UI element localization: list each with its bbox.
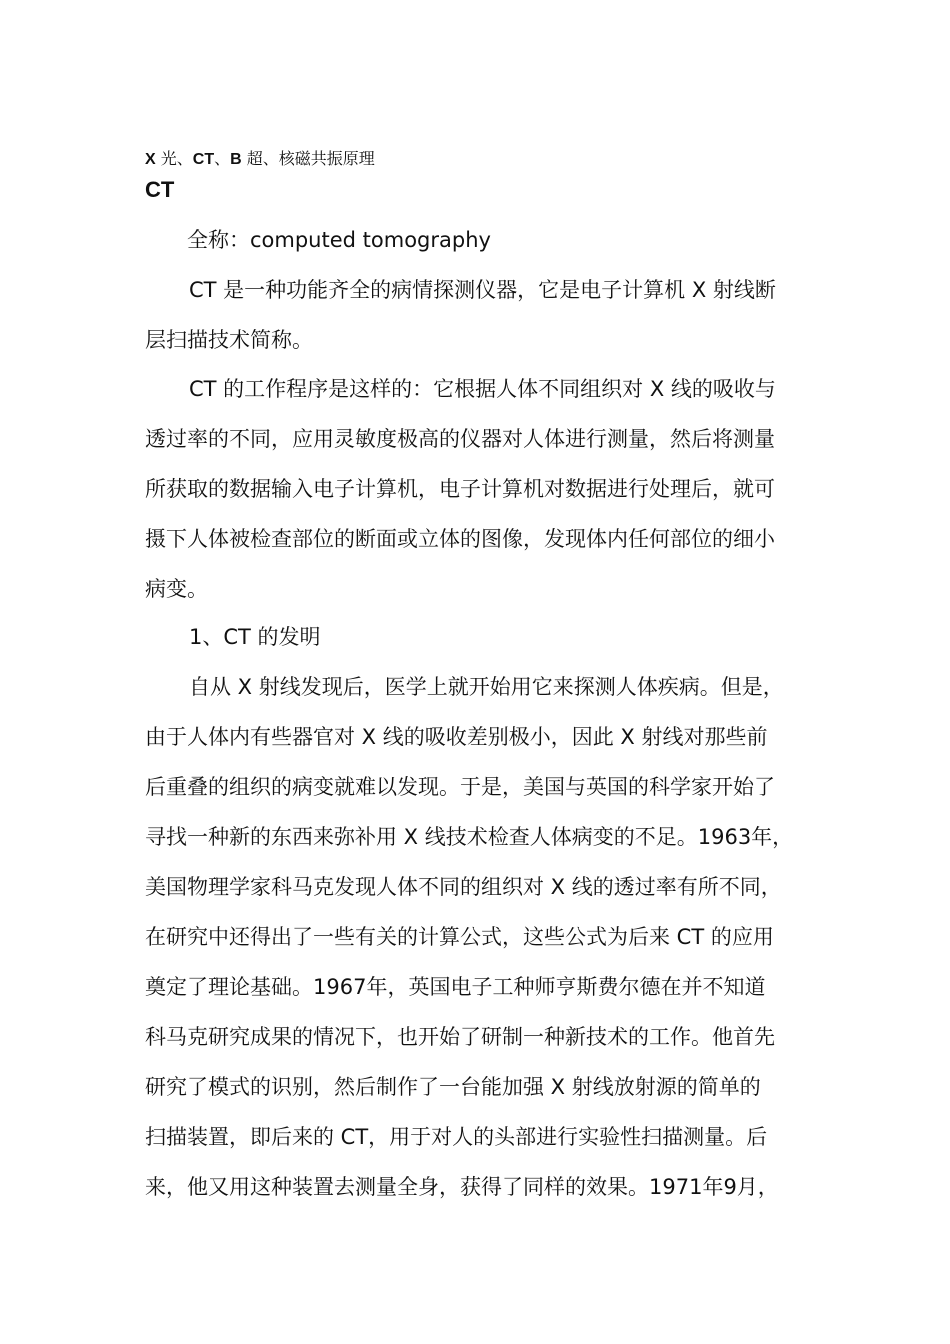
document-title [145, 148, 375, 171]
paragraph-line: CT 的工作程序是这样的：它根据人体不同组织对 X 线的吸收与 [189, 377, 776, 401]
title-part-separator: 、 [214, 149, 231, 168]
title-part-xray-suffix: 光、 [155, 149, 193, 168]
section-heading-ct: CT [145, 177, 175, 202]
paragraph-line: 美国物理学家科马克发现人体不同的组织对 X 线的透过率有所不同， [145, 875, 782, 899]
paragraph-line: 层扫描技术简称。 [145, 328, 313, 352]
paragraph-line: 奠定了理论基础。1967年，英国电子工种师亨斯费尔德在并不知道 [145, 975, 766, 999]
paragraph-line: 自从 X 射线发现后，医学上就开始用它来探测人体疾病。但是， [189, 675, 784, 699]
paragraph-history [145, 662, 807, 1212]
paragraph-line: 所获取的数据输入电子计算机，电子计算机对数据进行处理后，就可 [145, 477, 775, 501]
paragraph-full-name [145, 215, 807, 265]
title-part-b: B [230, 151, 242, 168]
paragraph-working-procedure [145, 364, 807, 614]
paragraph-line: CT 是一种功能齐全的病情探测仪器，它是电子计算机 X 射线断 [189, 278, 776, 302]
paragraph-line: 后重叠的组织的病变就难以发现。于是，美国与英国的科学家开始了 [145, 775, 775, 799]
paragraph-line: 扫描装置，即后来的 CT，用于对人的头部进行实验性扫描测量。后 [145, 1125, 768, 1149]
paragraph-line: 全称：computed tomography [187, 228, 491, 252]
paragraph-line: 在研究中还得出了一些有关的计算公式，这些公式为后来 CT 的应用 [145, 925, 774, 949]
paragraph-line: 科马克研究成果的情况下，也开始了研制一种新技术的工作。他首先 [145, 1025, 775, 1049]
paragraph-line: 研究了模式的识别，然后制作了一台能加强 X 射线放射源的简单的 [145, 1075, 761, 1099]
title-part-ct: CT [192, 151, 215, 168]
subheading-invention [145, 612, 807, 662]
title-part-x: X [145, 151, 156, 168]
paragraph-line: 透过率的不同，应用灵敏度极高的仪器对人体进行测量，然后将测量 [145, 427, 775, 451]
paragraph-line: 1、CT 的发明 [189, 625, 321, 649]
paragraph-line: 寻找一种新的东西来弥补用 X 线技术检查人体病变的不足。1963年， [145, 825, 794, 849]
paragraph-line: 摄下人体被检查部位的断面或立体的图像，发现体内任何部位的细小 [145, 527, 775, 551]
paragraph-line: 由于人体内有些器官对 X 线的吸收差别极小，因此 X 射线对那些前 [145, 725, 768, 749]
paragraph-line: 来，他又用这种装置去测量全身，获得了同样的效果。1971年9月， [145, 1175, 779, 1199]
paragraph-line: 病变。 [145, 577, 208, 601]
paragraph-definition [145, 265, 807, 365]
title-part-rest: 超、核磁共振原理 [241, 149, 375, 168]
